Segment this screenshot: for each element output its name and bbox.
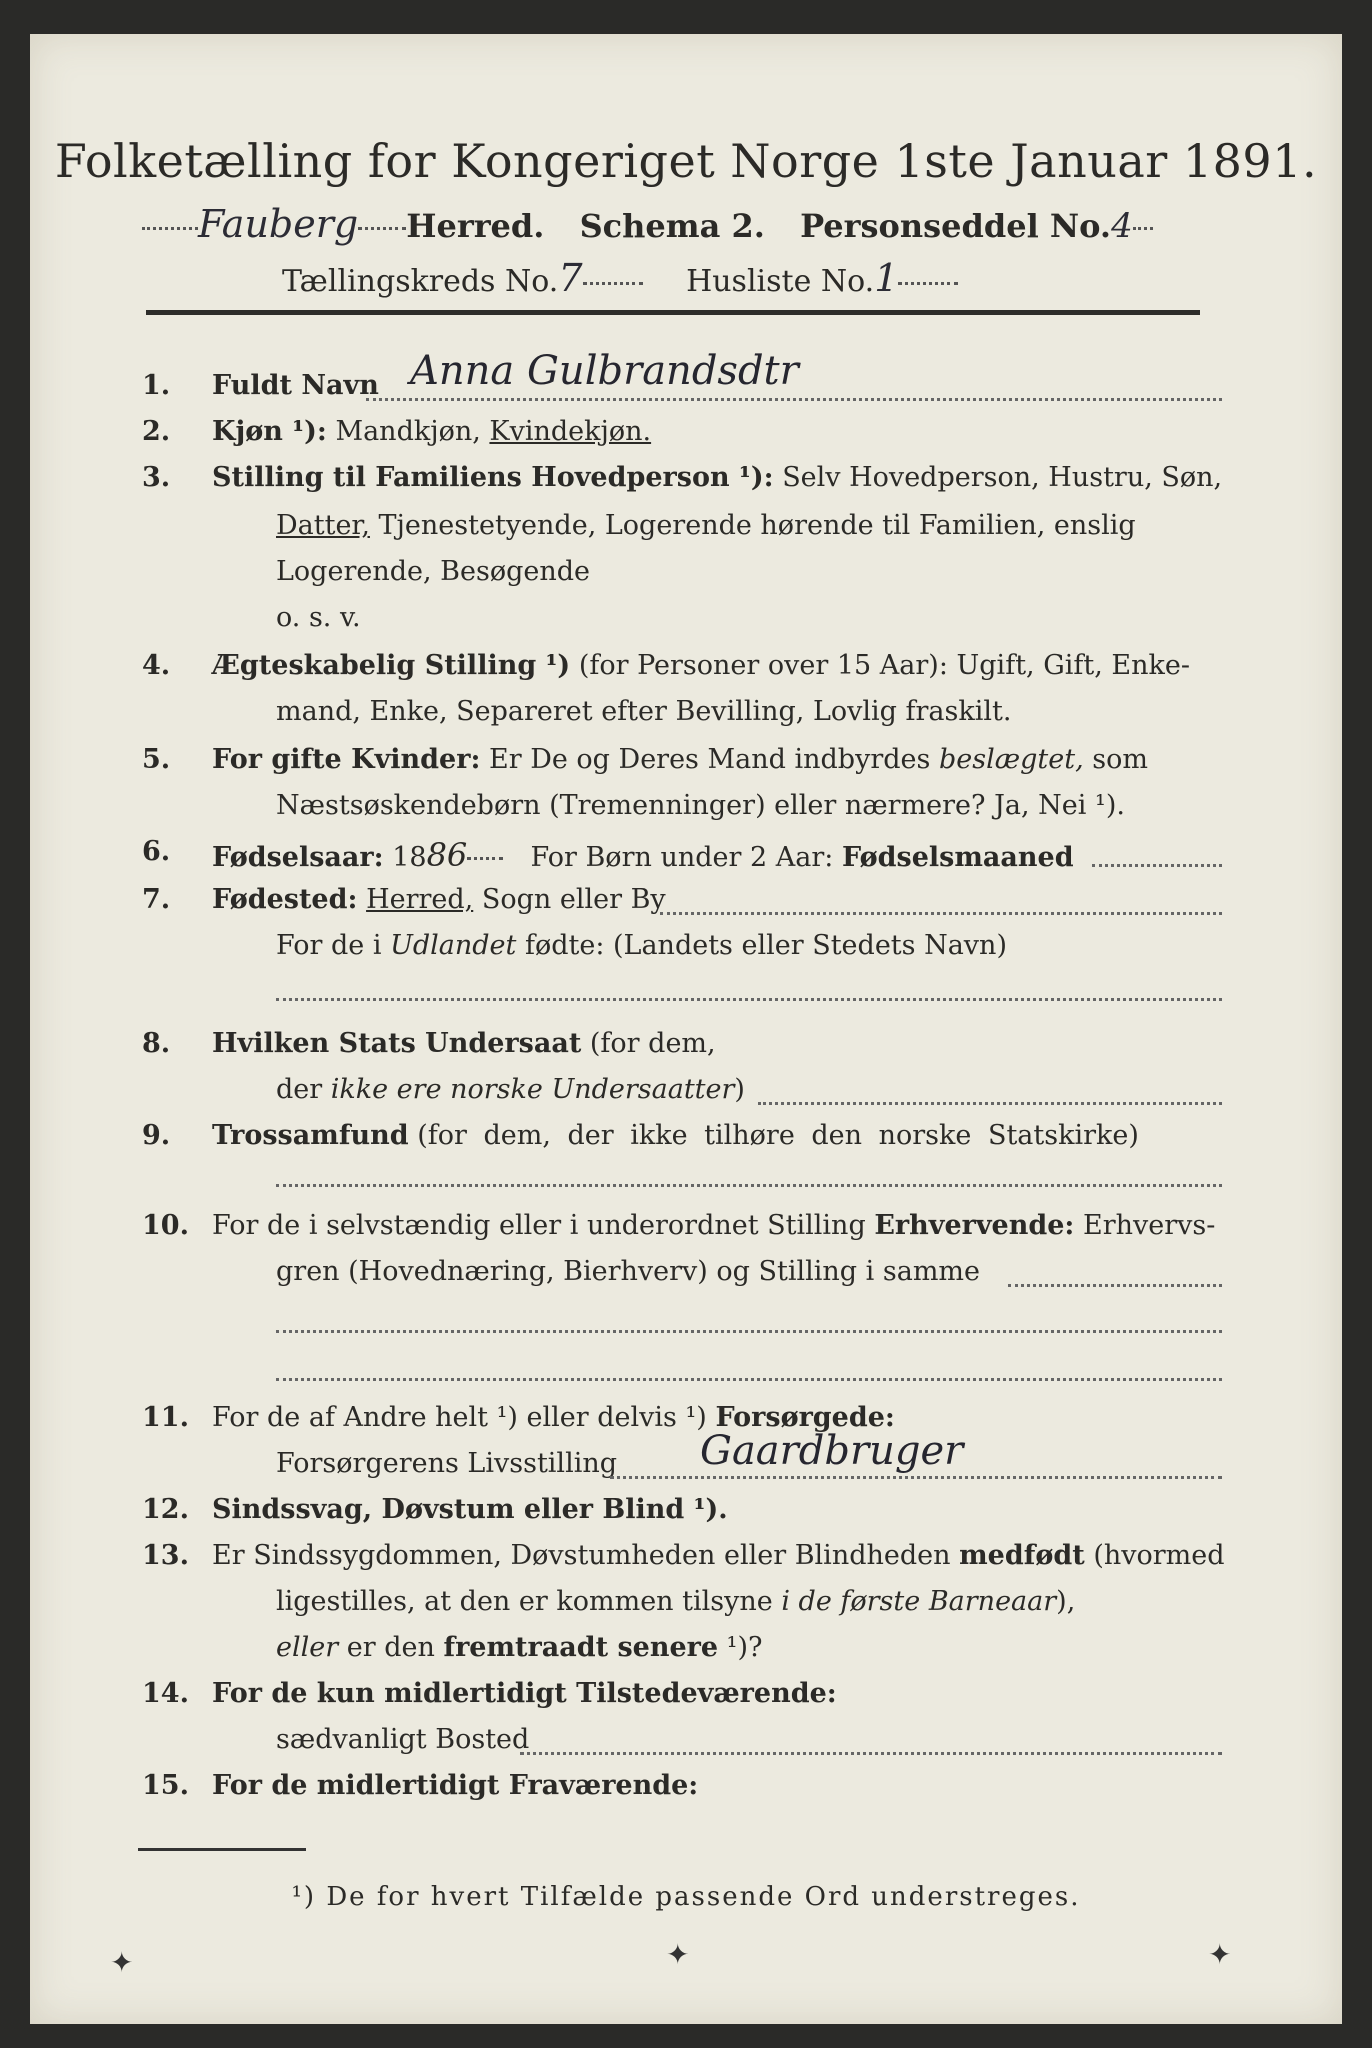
- item-5-number: 5.: [142, 744, 171, 775]
- personseddel-label: Personseddel No.: [800, 207, 1112, 245]
- item-7-text-rest: Sogn eller By: [481, 884, 666, 915]
- census-form-page: [30, 34, 1342, 2024]
- item-6-fill: [1092, 864, 1222, 867]
- husliste-label: Husliste No.: [686, 264, 875, 299]
- item-4-number: 4.: [142, 650, 171, 681]
- item-15-number: 15.: [142, 1770, 189, 1801]
- item-15-label: For de midlertidigt Fraværende:: [212, 1770, 699, 1801]
- item-3-label: Stilling til Familiens Hovedperson ¹):: [212, 462, 774, 493]
- item-10-fill-2: [276, 1330, 1222, 1333]
- personseddel-value: 4: [1111, 206, 1133, 246]
- item-7-line-2: [276, 930, 1007, 961]
- item-7-line-1: [212, 884, 666, 915]
- binding-mark-left: ✦: [110, 1946, 134, 1979]
- item-8-line2-it: ikke ere norske Undersaatter: [330, 1074, 735, 1105]
- item-11-line1-b: Forsørgede:: [715, 1402, 895, 1433]
- form-title: Folketælling for Kongeriget Norge 1ste Januar 1891.: [54, 134, 1318, 188]
- item-8-fill: [758, 1102, 1222, 1105]
- item-4-line-2: mand, Enke, Separeret efter Bevilling, Lovlig fraskilt.: [276, 696, 1012, 727]
- item-3-line-1: [212, 462, 1222, 493]
- item-10-number: 10.: [142, 1210, 189, 1241]
- item-2-label: Kjøn ¹):: [212, 416, 327, 447]
- item-10-line-2: gren (Hovednæring, Bierhverv) og Stilling i samme: [276, 1256, 981, 1287]
- item-9-line: [212, 1120, 1139, 1151]
- item-9-number: 9.: [142, 1120, 171, 1151]
- item-8-line-1: [212, 1028, 716, 1059]
- herred-line: [142, 202, 1153, 246]
- item-8-number: 8.: [142, 1028, 171, 1059]
- item-4-line-1: [212, 650, 1190, 681]
- herred-label: Herred.: [406, 207, 545, 245]
- item-3-line2-a: Datter,: [276, 510, 370, 541]
- item-13-line3-it: eller: [276, 1632, 339, 1663]
- herred-value: Fauberg: [198, 202, 359, 246]
- husliste-value: 1: [874, 256, 899, 300]
- item-6-rest-b: Fødselsmaaned: [841, 842, 1074, 873]
- item-6-number: 6.: [142, 836, 171, 867]
- item-14-line-2: sædvanligt Bosted: [276, 1724, 530, 1755]
- binding-mark-right: ✦: [1208, 1938, 1232, 1971]
- item-6-answer: 86: [426, 836, 468, 874]
- item-11-answer: Gaardbruger: [700, 1428, 964, 1474]
- item-11-line-2: Forsørgerens Livsstilling: [276, 1448, 618, 1479]
- item-3-line-4: o. s. v.: [276, 602, 361, 633]
- item-10-line1-a: For de i selvstændig eller i underordnet Stilling: [212, 1210, 866, 1241]
- item-5-line1-b: som: [1092, 744, 1148, 775]
- item-13-line-2: ligestilles, at den er kommen tilsyne i de første Barneaar),: [276, 1586, 1076, 1617]
- item-10-line1-c: Erhvervs-: [1083, 1210, 1216, 1241]
- item-8-line1-rest: (for dem,: [589, 1028, 716, 1059]
- header-rule: [146, 310, 1200, 315]
- item-6-rest: For Børn under 2 Aar:: [530, 842, 834, 873]
- item-7-line2-it: Udlandet: [390, 930, 517, 961]
- item-10-fill-3: [276, 1378, 1222, 1381]
- item-1-label: Fuldt Navn: [212, 370, 379, 401]
- item-5-line1-a: Er De og Deres Mand indbyrdes: [489, 744, 931, 775]
- item-10-line-1: [212, 1210, 1215, 1241]
- item-14-fill: [520, 1752, 1222, 1755]
- binding-mark-center: ✦: [666, 1938, 690, 1971]
- item-4-label: Ægteskabelig Stilling ¹): [212, 650, 571, 681]
- item-13-line2-a: ligestilles, at den er kommen tilsyne: [276, 1586, 773, 1617]
- item-13-line3-c: ¹)?: [726, 1632, 763, 1663]
- item-9-fill: [276, 1184, 1222, 1187]
- schema-label: Schema 2.: [579, 207, 765, 245]
- item-4-line1-rest: (for Personer over 15 Aar): Ugift, Gift, Enke-: [578, 650, 1190, 681]
- item-11-line1-a: For de af Andre helt ¹) eller delvis ¹): [212, 1402, 707, 1433]
- item-3-line1-rest: Selv Hovedperson, Hustru, Søn,: [782, 462, 1223, 493]
- item-5-line-1: [212, 744, 1148, 775]
- item-13-line-1: [212, 1540, 1225, 1571]
- item-13-line1-a: Er Sindssygdommen, Døvstumheden eller Blindheden: [212, 1540, 951, 1571]
- footnote-rule: [138, 1848, 306, 1851]
- item-13-line3-a: er den: [346, 1632, 435, 1663]
- item-13-line-3: [276, 1632, 763, 1663]
- item-13-number: 13.: [142, 1540, 189, 1571]
- item-3-number: 3.: [142, 462, 171, 493]
- item-2-text-b: Kvindekjøn.: [489, 416, 652, 447]
- item-1-answer: Anna Gulbrandsdtr: [410, 348, 799, 394]
- item-6-line: [212, 836, 1074, 874]
- item-10-line1-b: Erhvervende:: [874, 1210, 1075, 1241]
- kreds-label: Tællingskreds No.: [282, 264, 559, 299]
- item-3-line2-b: Tjenestetyende, Logerende hørende til Familien, enslig: [378, 510, 1136, 541]
- item-6-prefix: 18: [392, 842, 427, 873]
- item-7-label: Fødested:: [212, 884, 358, 915]
- item-1-number: 1.: [142, 370, 171, 401]
- item-10-fill-1: [1008, 1284, 1222, 1287]
- item-7-fill-2: [276, 998, 1222, 1001]
- item-9-line1-rest: (for dem, der ikke tilhøre den norske Statskirke): [417, 1120, 1139, 1151]
- item-5-label: For gifte Kvinder:: [212, 744, 481, 775]
- item-12-label: Sindssvag, Døvstum eller Blind ¹).: [212, 1494, 728, 1525]
- item-14-number: 14.: [142, 1678, 189, 1709]
- kreds-line: [282, 256, 958, 300]
- item-7-number: 7.: [142, 884, 171, 915]
- item-5-line1-it: beslægtet,: [938, 744, 1084, 775]
- item-7-text-u: Herred,: [366, 884, 474, 915]
- item-11-number: 11.: [142, 1402, 189, 1433]
- item-8-line2-a: der: [276, 1074, 323, 1105]
- item-7-line2-b: fødte: (Landets eller Stedets Navn): [524, 930, 1007, 961]
- item-3-line-3: Logerende, Besøgende: [276, 556, 590, 587]
- item-2-number: 2.: [142, 416, 171, 447]
- item-13-line2-it: i de første Barneaar: [781, 1586, 1057, 1617]
- item-11-fill: [610, 1476, 1222, 1479]
- item-7-line2-a: For de i: [276, 930, 382, 961]
- item-5-line-2: Næstsøskendebørn (Tremenninger) eller nærmere? Ja, Nei ¹).: [276, 790, 1125, 821]
- item-14-label: For de kun midlertidigt Tilstedeværende:: [212, 1678, 837, 1709]
- item-2-text-a: Mandkjøn,: [335, 416, 481, 447]
- item-2-line: [212, 416, 651, 447]
- item-12-number: 12.: [142, 1494, 189, 1525]
- item-8-label: Hvilken Stats Undersaat: [212, 1028, 582, 1059]
- kreds-value: 7: [558, 256, 583, 300]
- item-7-fill-1: [660, 912, 1222, 915]
- item-13-line3-b: fremtraadt senere: [443, 1632, 719, 1663]
- item-13-line1-c: (hvormed: [1093, 1540, 1225, 1571]
- item-1-fill: [366, 398, 1222, 401]
- item-9-label: Trossamfund: [212, 1120, 409, 1151]
- footnote: ¹) De for hvert Tilfælde passende Ord understreges.: [291, 1882, 1081, 1912]
- item-13-line1-b: medfødt: [959, 1540, 1085, 1571]
- item-3-line-2: [276, 510, 1136, 541]
- item-6-label: Fødselsaar:: [212, 842, 384, 873]
- item-8-line-2: der ikke ere norske Undersaatter): [276, 1074, 745, 1105]
